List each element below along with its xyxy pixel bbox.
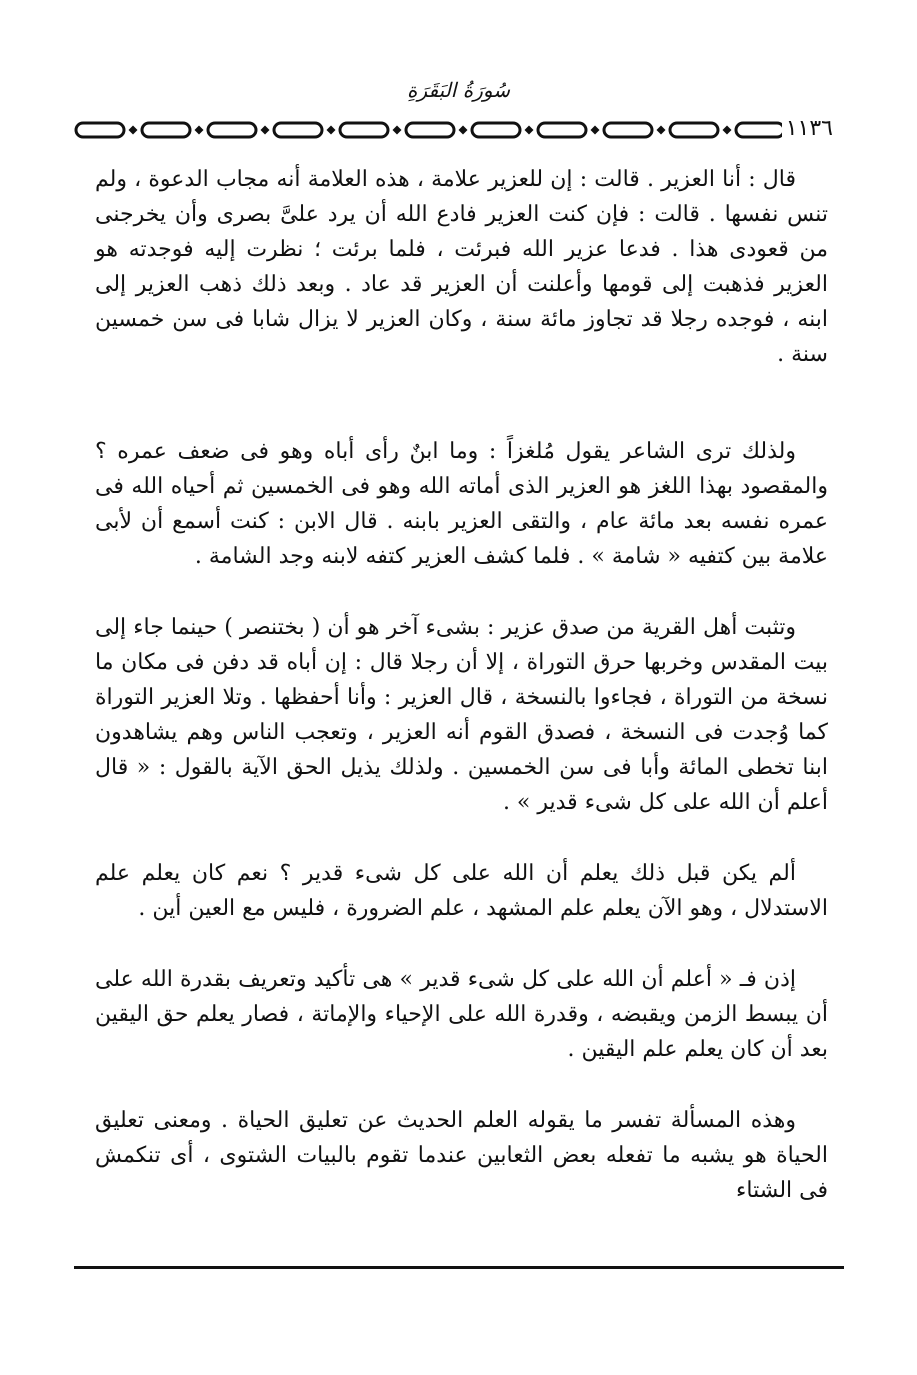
page-number: ١١٣٦ [782, 116, 837, 142]
chain-diamond [657, 126, 666, 135]
chain-oval [538, 123, 586, 137]
chain-diamond [591, 126, 600, 135]
paragraph-3: وتثبت أهل القرية من صدق عزير : بشىء آخر هو أن ( بختنصر ) حينما جاء إلى بيت المقدس وخربها حرق التوراة ، إلا أن رجلا قال : إن أباه قد دفن فى مكان ما نسخة من التوراة ، فجاءوا بالنسخة ، قال العزير : وأنا أحفظها . وتلا العزير التوراة كما وُجدت فى النسخة ، فصدق القوم أنه العزير ، وتعجب الناس وهم يشاهدون ابنا تخطى المائة وأبا فى سن الخمسين . ولذلك يذيل الحق الآية بالقول : « قال أعلم أن الله على كل شىء قدير » . [95, 615, 828, 815]
footer-rule [74, 1266, 844, 1269]
chain-oval [76, 123, 124, 137]
chain-oval [340, 123, 388, 137]
chain-oval [472, 123, 520, 137]
paragraph-4: ألم يكن قبل ذلك يعلم أن الله على كل شىء قدير ؟ نعم كان يعلم علم الاستدلال ، وهو الآن يعلم علم المشهد ، علم الضرورة ، فليس مع العين أين . [95, 861, 828, 921]
paragraph-2: ولذلك ترى الشاعر يقول مُلغزاً : وما ابنٌ رأى أباه وهو فى ضعف عمره ؟ والمقصود بهذا اللغز هو العزير الذى أماته الله وهو فى الخمسين ثم أحياه الله فى عمره نفسه بعد مائة عام ، والتقى العزير بابنه . قال الابن : كنت أسمع أن لأبى علامة بين كتفيه « شامة » . فلما كشف العزير كتفه لابنه وجد الشامة . [95, 439, 828, 569]
chain-oval [406, 123, 454, 137]
chain-diamond [195, 126, 204, 135]
chain-diamond [525, 126, 534, 135]
body-text [95, 162, 828, 1208]
chain-oval [736, 123, 784, 137]
decorative-chain-border [74, 115, 838, 145]
chain-diamond [393, 126, 402, 135]
chain-diamond [459, 126, 468, 135]
chain-ornament [74, 115, 838, 145]
paragraph-6: وهذه المسألة تفسر ما يقوله العلم الحديث عن تعليق الحياة . ومعنى تعليق الحياة هو يشبه ما تفعله بعض الثعابين عندما تقوم بالبيات الشتوى ، أى تنكمش فى الشتاء [95, 1108, 828, 1203]
paragraph-5: إذن فـ « أعلم أن الله على كل شىء قدير » هى تأكيد وتعريف بقدرة الله على أن يبسط الزمن ويقبضه ، وقدرة الله على الإحياء والإماتة ، فصار يعلم حق اليقين بعد أن كان يعلم علم اليقين . [95, 967, 828, 1062]
chain-oval [142, 123, 190, 137]
surah-title: سُورَةُ البَقَرَةِ [407, 78, 510, 102]
paragraph-1: قال : أنا العزير . قالت : إن للعزير علامة ، هذه العلامة أنه مجاب الدعوة ، ولم تنس نفسها . قالت : فإن كنت العزير فادع الله أن يرد علىَّ بصرى وأن يخرجنى من قعودى هذا . فدعا عزير الله فبرئت ، فلما برئت ؛ نظرت إليه فوجدته هو العزير فذهبت إلى قومها وأعلنت أن العزير قد عاد . وبعد ذلك ذهب العزير إلى ابنه ، فوجده رجلا قد تجاوز مائة سنة ، وكان العزير لا يزال شابا فى سن خمسين سنة . [95, 167, 829, 367]
chain-oval [208, 123, 256, 137]
chain-diamond [723, 126, 732, 135]
chain-diamond [129, 126, 138, 135]
chain-diamond [327, 126, 336, 135]
chain-oval [670, 123, 718, 137]
chain-diamond [261, 126, 270, 135]
chain-oval [274, 123, 322, 137]
chain-oval [604, 123, 652, 137]
